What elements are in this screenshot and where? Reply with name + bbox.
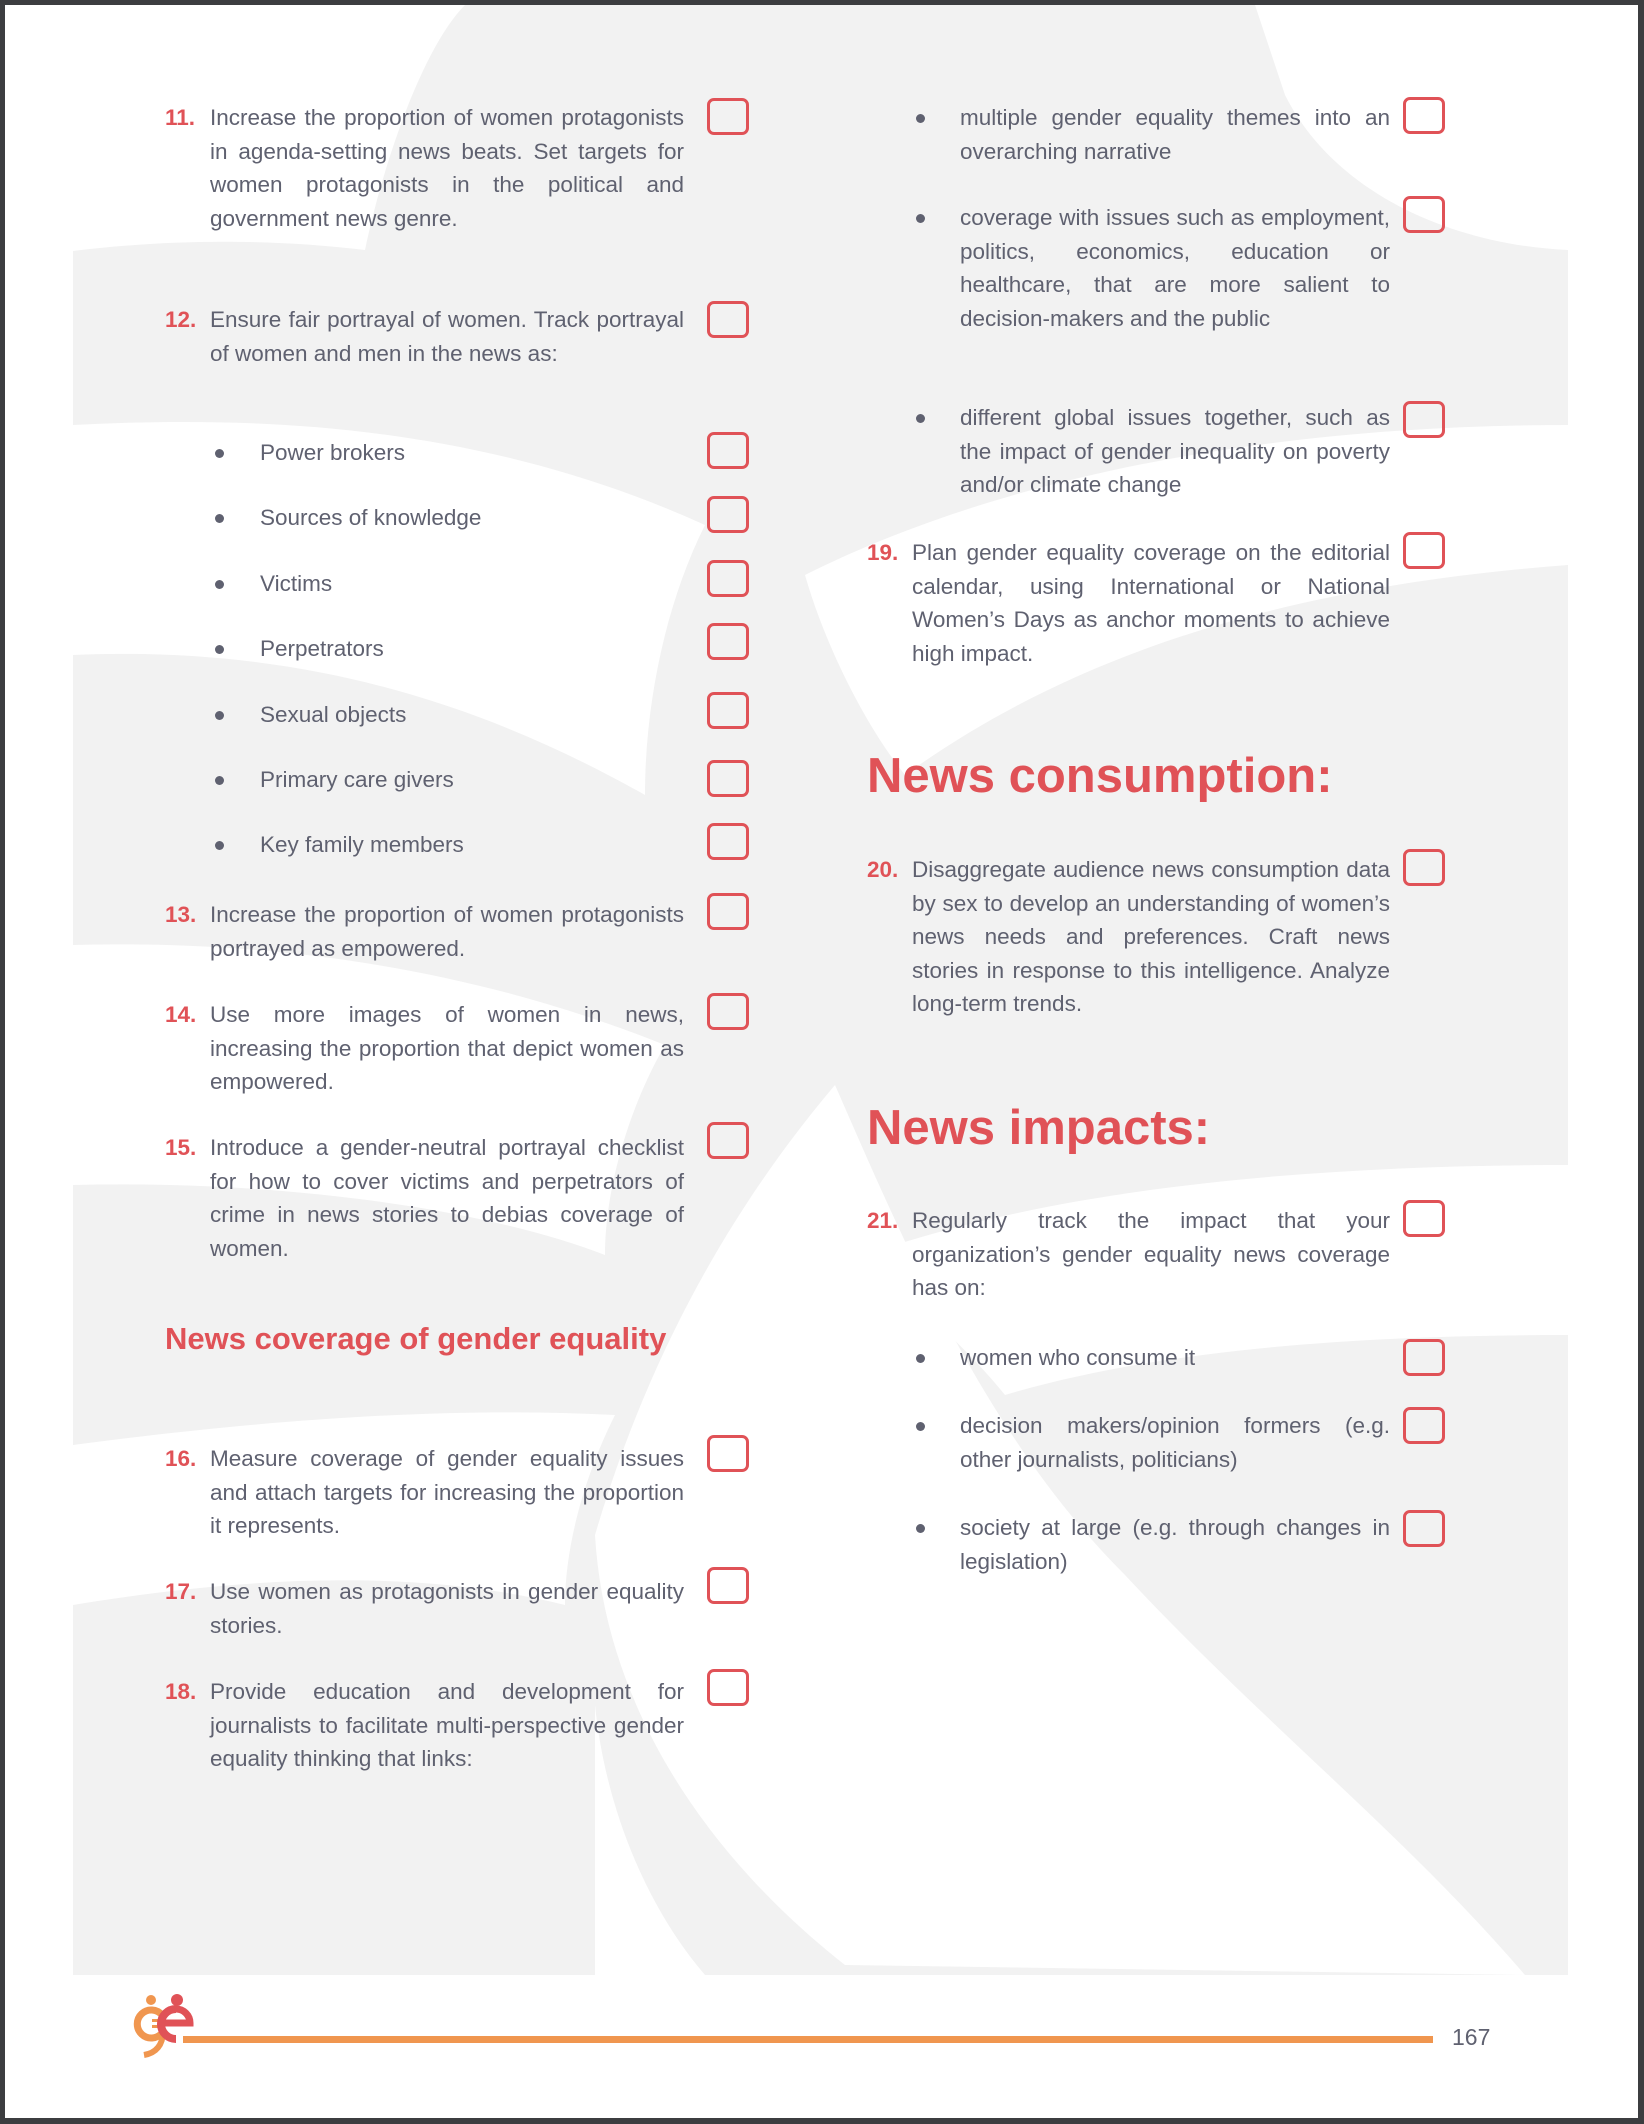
item-number: 11. (165, 105, 196, 130)
bullet-text: Power brokers (260, 440, 406, 465)
checkbox-item-13[interactable] (707, 893, 749, 930)
checkbox-victims[interactable] (707, 560, 749, 597)
bullet-dot-icon (215, 449, 224, 458)
bullet-dot-icon (215, 776, 224, 785)
checkbox-sexual-objects[interactable] (707, 692, 749, 729)
section-heading-news-consumption: News consumption: (867, 749, 1333, 803)
bullet-text: women who consume it (960, 1345, 1196, 1370)
bullet-dot-icon (215, 645, 224, 654)
checkbox-item-19[interactable] (1403, 532, 1445, 569)
item-text: Measure coverage of gender equality issues and attach targets for increasing the proportion it represents. (210, 1446, 684, 1538)
bullet-dot-icon (916, 414, 925, 423)
item-number: 21. (867, 1208, 899, 1233)
item-text: Increase the proportion of women protagonists in agenda-setting news beats. Set targets for women protagonists in the political and government news genre. (210, 105, 684, 231)
document-page (5, 5, 1638, 2118)
bullet-text: multiple gender equality themes into an overarching narrative (960, 105, 1390, 164)
checkbox-sources-of-knowledge[interactable] (707, 496, 749, 533)
bullet-text: coverage with issues such as employment, politics, economics, education or healthcare, that are more salient to decision-makers and the public (960, 205, 1390, 331)
bullet-dot-icon (215, 711, 224, 720)
item-number: 15. (165, 1135, 197, 1160)
bullet-dot-icon (916, 1422, 925, 1431)
item-number: 19. (867, 540, 899, 565)
checkbox-item-14[interactable] (707, 993, 749, 1030)
ge-logo-icon (132, 1991, 212, 2061)
item-number: 18. (165, 1679, 197, 1704)
item-number: 20. (867, 857, 899, 882)
bullet-text: Victims (260, 571, 333, 596)
item-number: 16. (165, 1446, 197, 1471)
item-text: Increase the proportion of women protagonists portrayed as empowered. (210, 902, 684, 961)
checkbox-key-family-members[interactable] (707, 823, 749, 860)
section-heading-news-impacts: News impacts: (867, 1101, 1211, 1155)
checkbox-item-12[interactable] (707, 301, 749, 338)
bullet-dot-icon (916, 214, 925, 223)
bullet-text: Sources of knowledge (260, 505, 482, 530)
footer-divider-line (183, 2036, 1433, 2043)
item-text: Use women as protagonists in gender equality stories. (210, 1579, 684, 1638)
item-text: Disaggregate audience news consumption data by sex to develop an understanding of women’s news needs and preferences. Craft news stories in response to this intelligence. Analyze long-term trends. (912, 857, 1390, 1016)
checkbox-item-20[interactable] (1403, 849, 1445, 886)
bullet-text: Sexual objects (260, 702, 407, 727)
checkbox-decision-makers[interactable] (1403, 1407, 1445, 1444)
item-text: Ensure fair portrayal of women. Track portrayal of women and men in the news as: (210, 307, 684, 366)
checkbox-item-11[interactable] (707, 98, 749, 135)
item-number: 14. (165, 1002, 197, 1027)
bullet-dot-icon (215, 514, 224, 523)
checkbox-society-at-large[interactable] (1403, 1510, 1445, 1547)
bullet-dot-icon (215, 841, 224, 850)
bullet-dot-icon (215, 580, 224, 589)
bullet-text: decision makers/opinion formers (e.g. other journalists, politicians) (960, 1413, 1390, 1472)
page-number: 167 (1452, 2024, 1491, 2050)
bullet-dot-icon (916, 1354, 925, 1363)
section-heading-news-coverage: News coverage of gender equality (165, 1321, 667, 1356)
checkbox-power-brokers[interactable] (707, 432, 749, 469)
checkbox-perpetrators[interactable] (707, 623, 749, 660)
bullet-text: society at large (e.g. through changes in legislation) (960, 1515, 1390, 1574)
item-number: 12. (165, 307, 197, 332)
checkbox-primary-care-givers[interactable] (707, 760, 749, 797)
item-text: Introduce a gender-neutral portrayal checklist for how to cover victims and perpetrators of crime in news stories to debias coverage of women. (210, 1135, 684, 1261)
checkbox-item-16[interactable] (707, 1435, 749, 1472)
bullet-text: Key family members (260, 832, 464, 857)
bullet-dot-icon (916, 114, 925, 123)
checkbox-women-who-consume[interactable] (1403, 1339, 1445, 1376)
checkbox-item-15[interactable] (707, 1122, 749, 1159)
checkbox-item-21[interactable] (1403, 1200, 1445, 1237)
checkbox-item-18[interactable] (707, 1669, 749, 1706)
bullet-text: different global issues together, such as the impact of gender inequality on poverty and/or climate change (960, 405, 1390, 497)
checkbox-multiple-themes[interactable] (1403, 97, 1445, 134)
bullet-dot-icon (916, 1524, 925, 1533)
item-text: Regularly track the impact that your organization’s gender equality news coverage has on: (912, 1208, 1390, 1300)
checkbox-global-issues[interactable] (1403, 401, 1445, 438)
bullet-text: Primary care givers (260, 767, 454, 792)
item-number: 13. (165, 902, 197, 927)
checkbox-item-17[interactable] (707, 1567, 749, 1604)
item-text: Use more images of women in news, increasing the proportion that depict women as empowered. (210, 1002, 684, 1094)
item-text: Plan gender equality coverage on the editorial calendar, using International or National Women’s Days as anchor moments to achieve high impact. (912, 540, 1390, 666)
item-number: 17. (165, 1579, 197, 1604)
item-text: Provide education and development for journalists to facilitate multi-perspective gender equality thinking that links: (210, 1679, 684, 1771)
checkbox-coverage-with-issues[interactable] (1403, 196, 1445, 233)
bullet-text: Perpetrators (260, 636, 384, 661)
